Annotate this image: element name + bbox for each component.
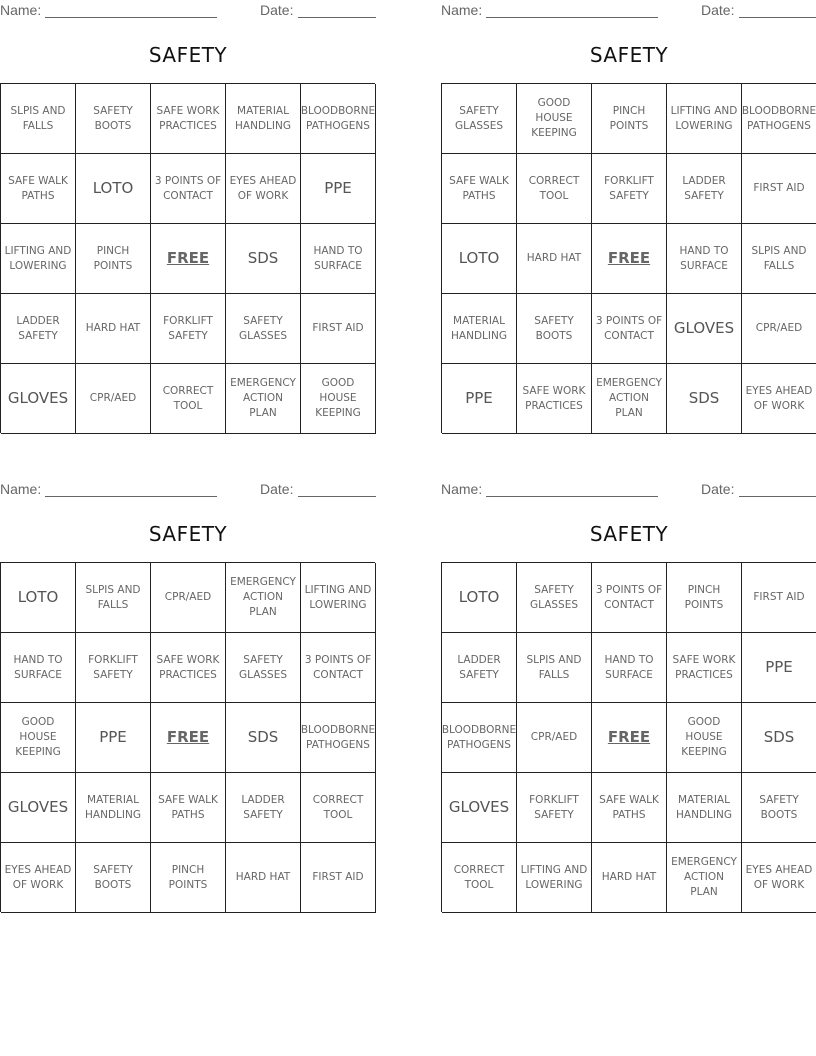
bingo-cell[interactable]: CPR/AED xyxy=(76,364,151,434)
bingo-cell[interactable]: PPE xyxy=(442,364,517,434)
bingo-cell[interactable]: EMERGENCY ACTION PLAN xyxy=(226,563,301,633)
bingo-cell[interactable]: PINCH POINTS xyxy=(76,224,151,294)
name-date-header xyxy=(0,481,376,499)
bingo-cell[interactable]: BLOODBORNE PATHOGENS xyxy=(442,703,517,773)
name-date-header xyxy=(441,2,816,20)
card-title: SAFETY xyxy=(589,43,669,67)
bingo-cell[interactable]: EYES AHEAD OF WORK xyxy=(742,843,816,913)
bingo-cell[interactable]: GOOD HOUSE KEEPING xyxy=(517,84,592,154)
bingo-cell[interactable]: LIFTING AND LOWERING xyxy=(517,843,592,913)
bingo-cell[interactable]: FORKLIFT SAFETY xyxy=(592,154,667,224)
name-blank-line[interactable] xyxy=(45,17,217,18)
bingo-cell[interactable]: PPE xyxy=(742,633,816,703)
bingo-cell[interactable]: FIRST AID xyxy=(742,154,816,224)
bingo-cell[interactable]: MATERIAL HANDLING xyxy=(226,84,301,154)
bingo-card-4 xyxy=(441,479,816,919)
bingo-card-3 xyxy=(0,479,376,919)
free-space[interactable]: FREE xyxy=(592,703,667,773)
bingo-cell[interactable]: SAFE WORK PRACTICES xyxy=(517,364,592,434)
bingo-cell[interactable]: FIRST AID xyxy=(301,294,376,364)
name-blank-line[interactable] xyxy=(486,496,658,497)
bingo-cell[interactable]: CPR/AED xyxy=(742,294,816,364)
bingo-cell[interactable]: HAND TO SURFACE xyxy=(667,224,742,294)
bingo-cell[interactable]: SAFE WORK PRACTICES xyxy=(151,84,226,154)
card-title: SAFETY xyxy=(148,43,228,67)
bingo-cell[interactable]: FORKLIFT SAFETY xyxy=(76,633,151,703)
bingo-cell[interactable]: PPE xyxy=(76,703,151,773)
bingo-cell[interactable]: FIRST AID xyxy=(301,843,376,913)
bingo-cell[interactable]: 3 POINTS OF CONTACT xyxy=(592,294,667,364)
bingo-cell[interactable]: LIFTING AND LOWERING xyxy=(667,84,742,154)
bingo-cell[interactable]: PINCH POINTS xyxy=(667,563,742,633)
bingo-cell[interactable]: HARD HAT xyxy=(517,224,592,294)
bingo-cell[interactable]: EMERGENCY ACTION PLAN xyxy=(226,364,301,434)
date-blank-line[interactable] xyxy=(739,496,816,497)
bingo-cell[interactable]: SDS xyxy=(742,703,816,773)
bingo-cell[interactable]: PPE xyxy=(301,154,376,224)
bingo-cell[interactable]: 3 POINTS OF CONTACT xyxy=(592,563,667,633)
bingo-cell[interactable]: SAFETY BOOTS xyxy=(517,294,592,364)
bingo-cell[interactable]: BLOODBORNE PATHOGENS xyxy=(742,84,816,154)
bingo-cell[interactable]: HARD HAT xyxy=(76,294,151,364)
free-space[interactable]: FREE xyxy=(151,703,226,773)
bingo-cell[interactable]: PINCH POINTS xyxy=(592,84,667,154)
bingo-cell[interactable]: BLOODBORNE PATHOGENS xyxy=(301,84,376,154)
date-label: Date: xyxy=(701,2,735,18)
bingo-grid xyxy=(441,562,816,912)
bingo-cell[interactable]: SAFE WORK PRACTICES xyxy=(151,633,226,703)
bingo-cell[interactable]: LIFTING AND LOWERING xyxy=(301,563,376,633)
date-blank-line[interactable] xyxy=(298,496,376,497)
bingo-cell[interactable]: SLPIS AND FALLS xyxy=(742,224,816,294)
name-blank-line[interactable] xyxy=(486,17,658,18)
bingo-cell[interactable]: GLOVES xyxy=(1,364,76,434)
bingo-cell[interactable]: LOTO xyxy=(442,224,517,294)
bingo-cell[interactable]: LADDER SAFETY xyxy=(667,154,742,224)
bingo-cell[interactable]: CPR/AED xyxy=(151,563,226,633)
bingo-cell[interactable]: GOOD HOUSE KEEPING xyxy=(1,703,76,773)
name-label: Name: xyxy=(441,2,483,18)
bingo-cell[interactable]: LOTO xyxy=(1,563,76,633)
bingo-cell[interactable]: HAND TO SURFACE xyxy=(301,224,376,294)
bingo-cell[interactable]: HAND TO SURFACE xyxy=(1,633,76,703)
bingo-grid xyxy=(0,83,375,433)
date-label: Date: xyxy=(260,481,294,497)
bingo-cell[interactable]: FORKLIFT SAFETY xyxy=(151,294,226,364)
bingo-cell[interactable]: SAFETY GLASSES xyxy=(226,294,301,364)
free-space[interactable]: FREE xyxy=(151,224,226,294)
date-label: Date: xyxy=(260,2,294,18)
bingo-cell[interactable]: HAND TO SURFACE xyxy=(592,633,667,703)
bingo-cell[interactable]: MATERIAL HANDLING xyxy=(76,773,151,843)
card-title: SAFETY xyxy=(589,522,669,546)
name-date-header xyxy=(0,2,376,20)
bingo-cell[interactable]: EYES AHEAD OF WORK xyxy=(742,364,816,434)
bingo-cell[interactable]: SDS xyxy=(667,364,742,434)
bingo-cell[interactable]: SAFETY GLASSES xyxy=(442,84,517,154)
bingo-cell[interactable]: MATERIAL HANDLING xyxy=(442,294,517,364)
name-date-header xyxy=(441,481,816,499)
bingo-cell[interactable]: GLOVES xyxy=(1,773,76,843)
bingo-cell[interactable]: LOTO xyxy=(76,154,151,224)
date-blank-line[interactable] xyxy=(739,17,816,18)
name-label: Name: xyxy=(441,481,483,497)
bingo-cell[interactable]: EMERGENCY ACTION PLAN xyxy=(667,843,742,913)
bingo-cell[interactable]: CORRECT TOOL xyxy=(517,154,592,224)
bingo-cell[interactable]: SAFETY BOOTS xyxy=(76,843,151,913)
date-label: Date: xyxy=(701,481,735,497)
bingo-cell[interactable]: LOTO xyxy=(442,563,517,633)
bingo-grid xyxy=(441,83,816,433)
name-blank-line[interactable] xyxy=(45,496,217,497)
card-title: SAFETY xyxy=(148,522,228,546)
bingo-cell[interactable]: HARD HAT xyxy=(226,843,301,913)
bingo-cell[interactable]: LADDER SAFETY xyxy=(226,773,301,843)
bingo-cell[interactable]: SDS xyxy=(226,224,301,294)
bingo-cell[interactable]: SAFE WORK PRACTICES xyxy=(667,633,742,703)
bingo-card-1 xyxy=(0,0,376,440)
bingo-cell[interactable]: HARD HAT xyxy=(592,843,667,913)
date-blank-line[interactable] xyxy=(298,17,376,18)
bingo-cell[interactable]: GLOVES xyxy=(442,773,517,843)
bingo-cell[interactable]: EYES AHEAD OF WORK xyxy=(226,154,301,224)
bingo-cell[interactable]: BLOODBORNE PATHOGENS xyxy=(301,703,376,773)
bingo-cell[interactable]: SLPIS AND FALLS xyxy=(517,633,592,703)
free-space[interactable]: FREE xyxy=(592,224,667,294)
bingo-cell[interactable]: PINCH POINTS xyxy=(151,843,226,913)
bingo-cell[interactable]: EMERGENCY ACTION PLAN xyxy=(592,364,667,434)
bingo-cell[interactable]: SDS xyxy=(226,703,301,773)
bingo-cell[interactable]: FORKLIFT SAFETY xyxy=(517,773,592,843)
bingo-cell[interactable]: SLPIS AND FALLS xyxy=(76,563,151,633)
bingo-cell[interactable]: SAFETY GLASSES xyxy=(517,563,592,633)
bingo-cell[interactable]: SAFETY GLASSES xyxy=(226,633,301,703)
bingo-cell[interactable]: SAFE WALK PATHS xyxy=(442,154,517,224)
bingo-cell[interactable]: SAFE WALK PATHS xyxy=(151,773,226,843)
bingo-cell[interactable]: CORRECT TOOL xyxy=(442,843,517,913)
bingo-cell[interactable]: CPR/AED xyxy=(517,703,592,773)
bingo-cell[interactable]: 3 POINTS OF CONTACT xyxy=(151,154,226,224)
bingo-cell[interactable]: FIRST AID xyxy=(742,563,816,633)
bingo-cell[interactable]: MATERIAL HANDLING xyxy=(667,773,742,843)
bingo-cell[interactable]: 3 POINTS OF CONTACT xyxy=(301,633,376,703)
bingo-cell[interactable]: EYES AHEAD OF WORK xyxy=(1,843,76,913)
bingo-cell[interactable]: SAFETY BOOTS xyxy=(742,773,816,843)
bingo-cell[interactable]: GLOVES xyxy=(667,294,742,364)
bingo-cell[interactable]: SLPIS AND FALLS xyxy=(1,84,76,154)
name-label: Name: xyxy=(0,2,42,18)
bingo-cell[interactable]: GOOD HOUSE KEEPING xyxy=(301,364,376,434)
bingo-cell[interactable]: GOOD HOUSE KEEPING xyxy=(667,703,742,773)
bingo-grid xyxy=(0,562,375,912)
bingo-cell[interactable]: LIFTING AND LOWERING xyxy=(1,224,76,294)
bingo-cell[interactable]: LADDER SAFETY xyxy=(1,294,76,364)
bingo-cell[interactable]: LADDER SAFETY xyxy=(442,633,517,703)
bingo-cell[interactable]: CORRECT TOOL xyxy=(151,364,226,434)
bingo-card-2 xyxy=(441,0,816,440)
bingo-cell[interactable]: SAFE WALK PATHS xyxy=(592,773,667,843)
bingo-cell[interactable]: CORRECT TOOL xyxy=(301,773,376,843)
bingo-cell[interactable]: SAFE WALK PATHS xyxy=(1,154,76,224)
bingo-cell[interactable]: SAFETY BOOTS xyxy=(76,84,151,154)
name-label: Name: xyxy=(0,481,42,497)
